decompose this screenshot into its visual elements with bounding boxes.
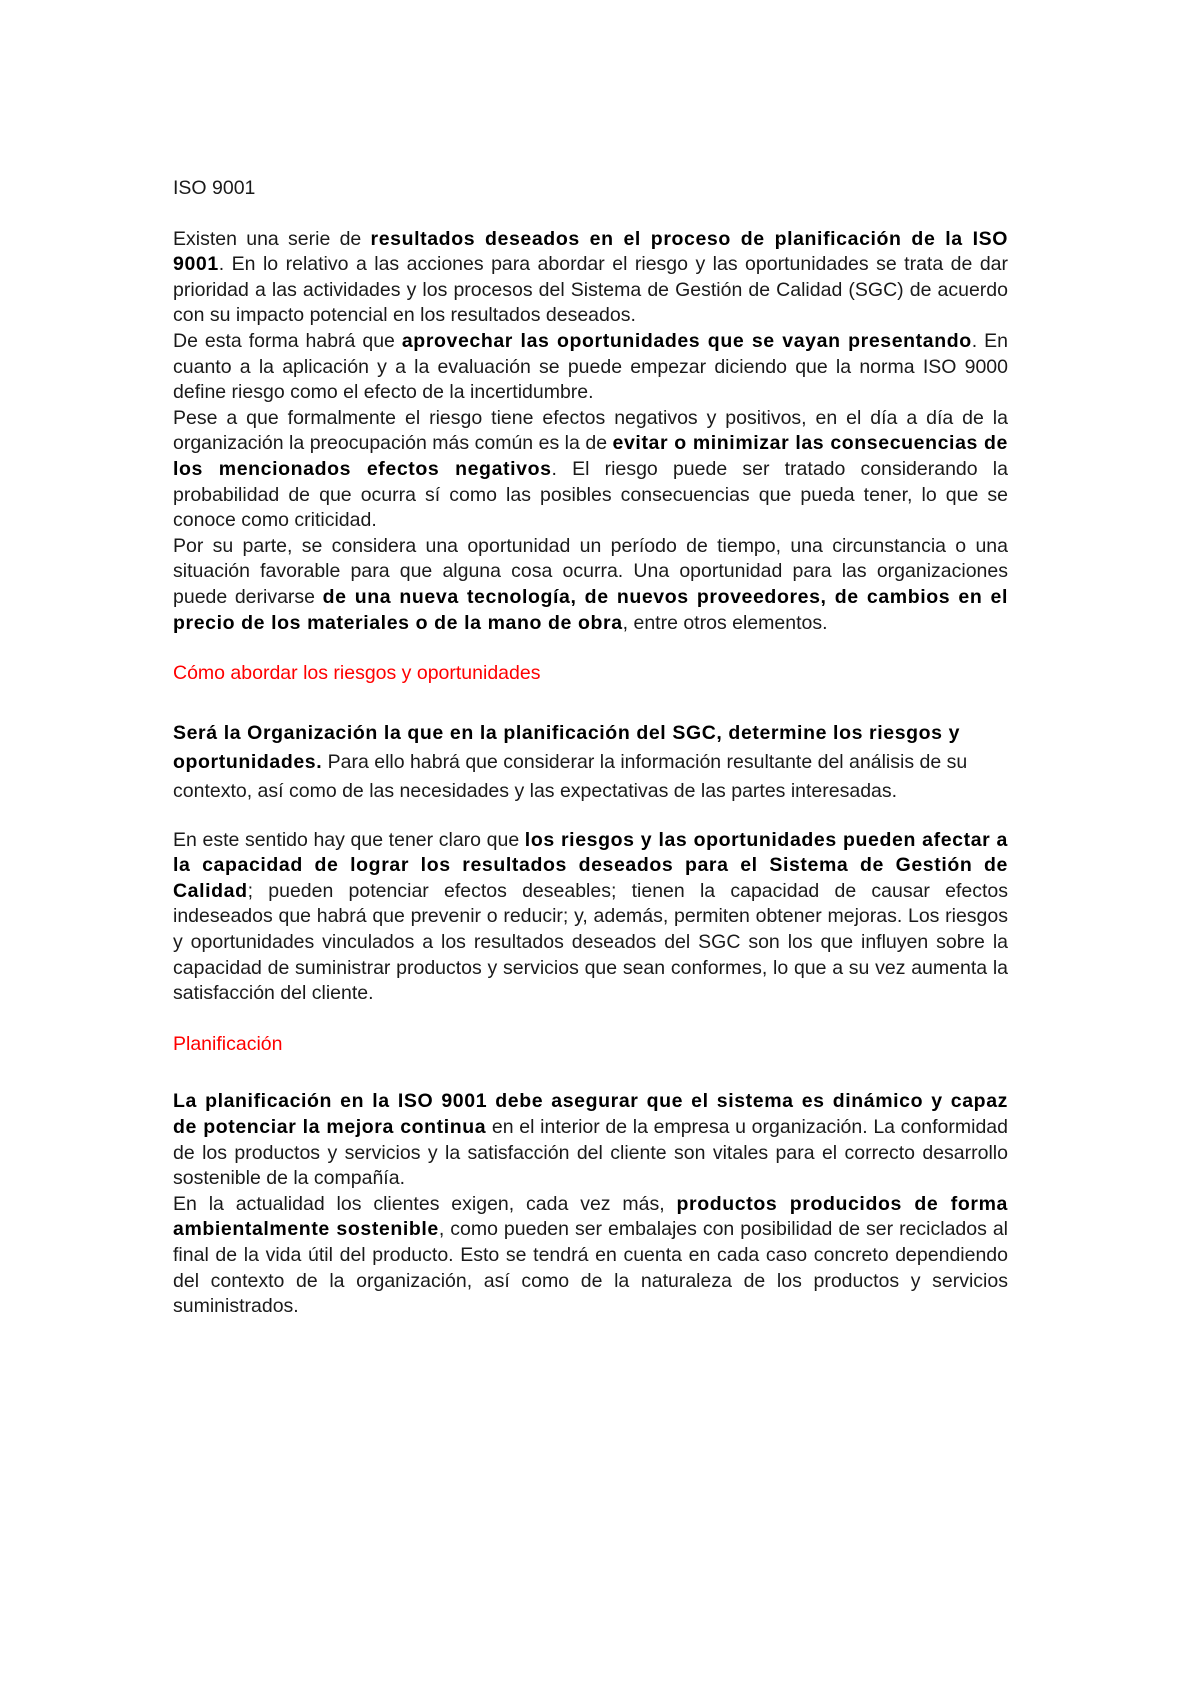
bold-text-run: resultados deseados en el proceso de planificación de la ISO 9001 [173, 227, 1008, 276]
bold-text-run: productos producidos de forma ambientalmente sostenible [173, 1192, 1008, 1241]
text-run: En este sentido hay que tener claro que [173, 828, 525, 851]
document-body [173, 176, 1008, 1320]
bold-text-run: evitar o minimizar las consecuencias de los mencionados efectos negativos [173, 432, 1008, 480]
intro-paragraph-4 [173, 534, 1008, 636]
planning-paragraph-1 [173, 1089, 1008, 1191]
text-run: En la actualidad los clientes exigen, cada vez más, [173, 1192, 677, 1215]
risks-paragraph-2 [173, 828, 1008, 1007]
bold-text-run: Será la Organización la que en la planificación del SGC, determine los riesgos y oportunidades. [173, 721, 961, 773]
intro-paragraph-1 [173, 227, 1008, 329]
bold-text-run: aprovechar las oportunidades que se vayan presentando [401, 329, 972, 352]
text-run: ; pueden potenciar efectos deseables; tienen la capacidad de causar efectos indeseados que habrá que prevenir o reducir; y, además, permiten obtener mejoras. Los riesgos y oportunidades vinculados a los resultados deseados del SGC son los que influyen sobre la capacidad de suministrar productos y servicios que sean conformes, lo que a su vez aumenta la satisfacción del cliente. [173, 879, 1008, 1005]
text-run: De esta forma habrá que [173, 329, 402, 352]
text-run: Por su parte, se considera una oportunidad un período de tiempo, una circunstancia o una situación favorable para que alguna cosa ocurra. Una oportunidad para las organizaciones puede derivarse [173, 534, 1008, 608]
intro-paragraph-3 [173, 406, 1008, 534]
text-run: , como pueden ser embalajes con posibilidad de ser reciclados al final de la vida útil del producto. Esto se tendrá en cuenta en cada caso concreto dependiendo del contexto de la organización, así como de la naturaleza de los productos y servicios suministrados. [173, 1218, 1008, 1318]
text-run: Para ello habrá que considerar la información resultante del análisis de su contexto, así como de las necesidades y las expectativas de las partes interesadas. [173, 750, 968, 802]
text-run: Existen una serie de [173, 227, 371, 250]
bold-text-run: de una nueva tecnología, de nuevos proveedores, de cambios en el precio de los materiales o de la mano de obra [173, 585, 1008, 634]
text-run: Pese a que formalmente el riesgo tiene efectos negativos y positivos, en el día a día de la organización la preocupación más común es la de [173, 406, 1008, 455]
section-heading-planning: Planificación [173, 1032, 283, 1055]
text-run: . En lo relativo a las acciones para abordar el riesgo y las oportunidades se trata de dar prioridad a las actividades y los procesos del Sistema de Gestión de Calidad (SGC) de acuerdo con su impacto potencial en los resultados deseados. [173, 253, 1008, 327]
risks-paragraph-1 [173, 719, 1008, 806]
planning-paragraph-2 [173, 1192, 1008, 1320]
text-run: en el interior de la empresa u organización. La conformidad de los productos y servicios y la satisfacción del cliente son vitales para el correcto desarrollo sostenible de la compañía. [173, 1116, 1008, 1190]
text-run: , entre otros elementos. [622, 611, 828, 634]
section-heading-risks: Cómo abordar los riesgos y oportunidades [173, 662, 541, 685]
intro-paragraph-2 [173, 329, 1008, 406]
bold-text-run: los riesgos y las oportunidades pueden afectar a la capacidad de lograr los resultados deseados para el Sistema de Gestión de Calidad [173, 828, 1008, 902]
document-title: ISO 9001 [173, 177, 256, 199]
text-run: . El riesgo puede ser tratado considerando la probabilidad de que ocurra sí como las posibles consecuencias que pueda tener, lo que se conoce como criticidad. [173, 457, 1008, 532]
text-run: . En cuanto a la aplicación y a la evaluación se puede empezar diciendo que la norma ISO 9000 define riesgo como el efecto de la incertidumbre. [173, 329, 1008, 404]
bold-text-run: La planificación en la ISO 9001 debe asegurar que el sistema es dinámico y capaz de potenciar la mejora continua [173, 1090, 1008, 1139]
